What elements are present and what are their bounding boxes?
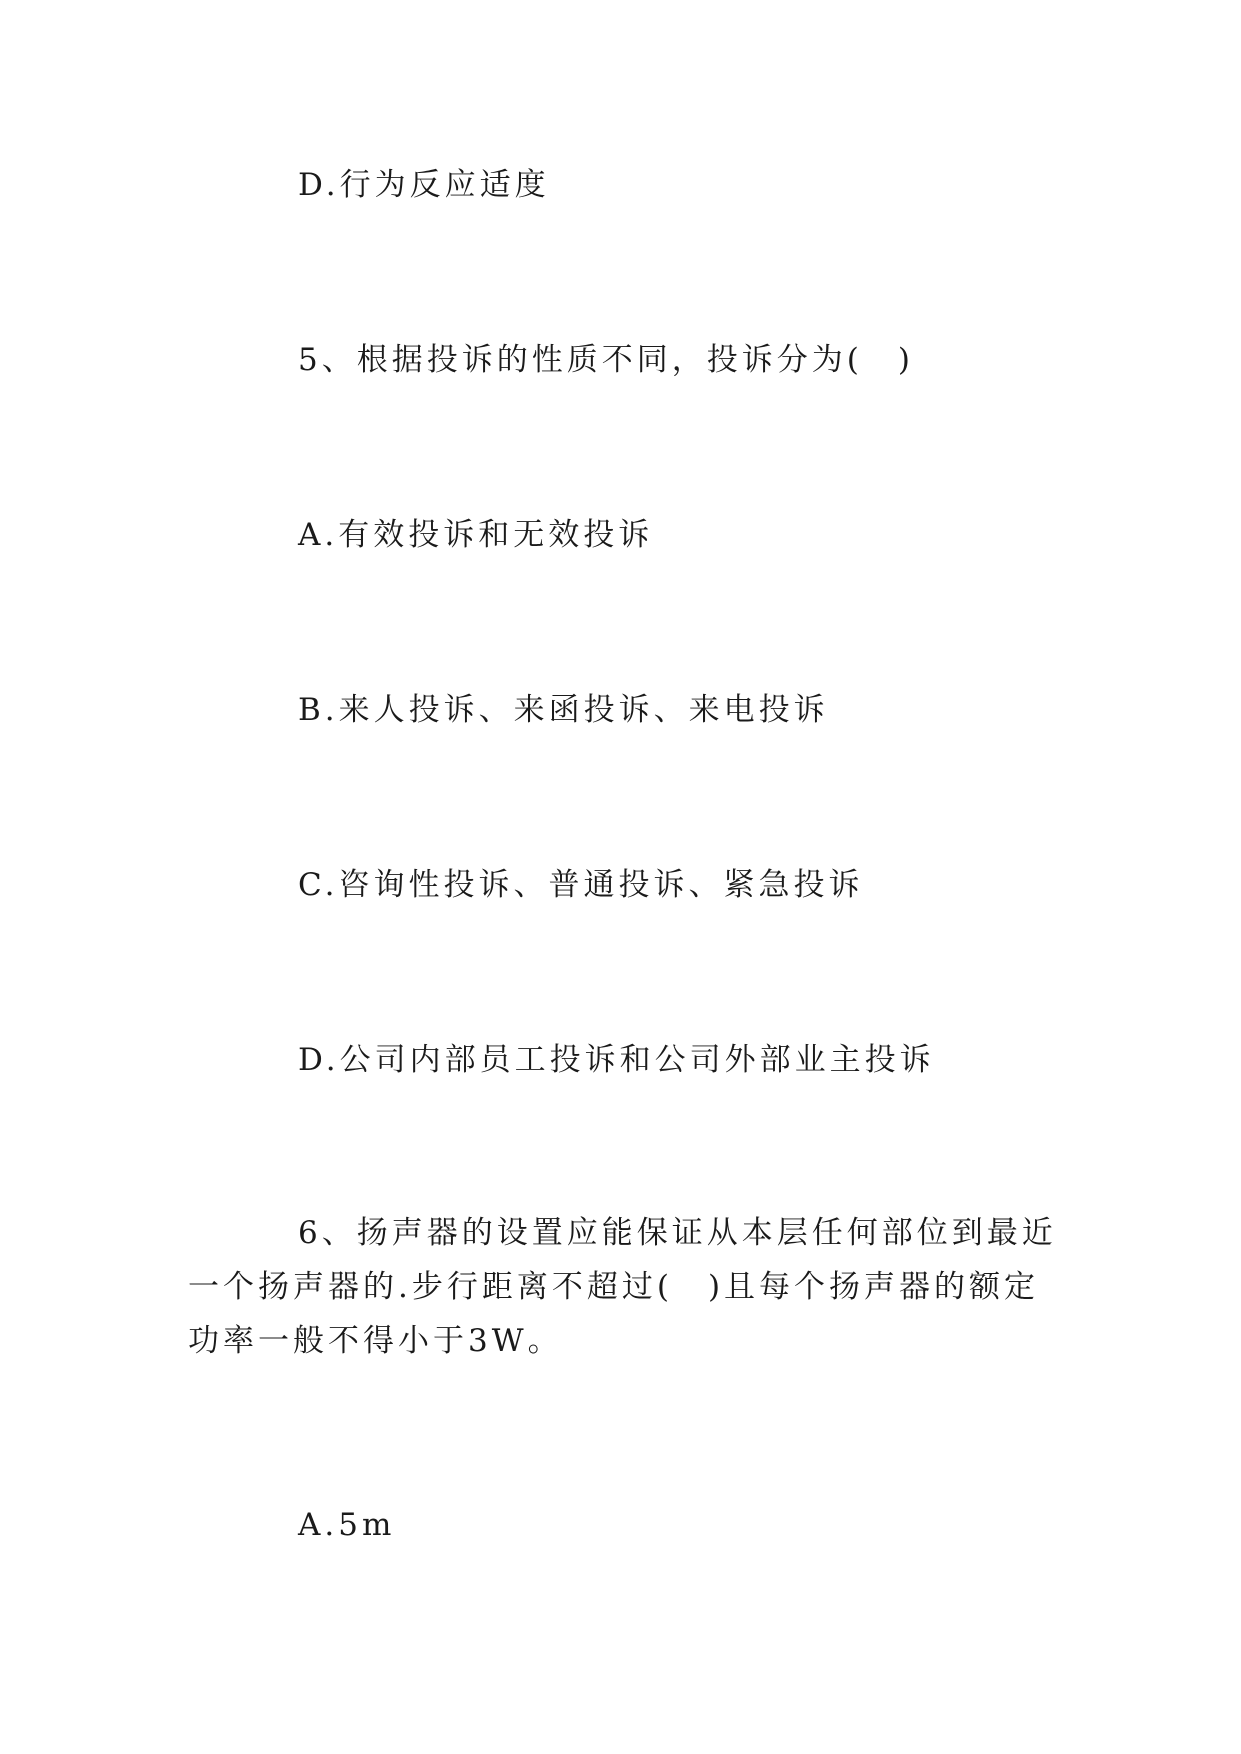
option-a-q5: A.有效投诉和无效投诉 (298, 517, 654, 553)
option-d-q5: D.公司内部员工投诉和公司外部业主投诉 (298, 1042, 935, 1078)
option-a-q6: A.5m (298, 1507, 396, 1543)
option-b-q5: B.来人投诉、来函投诉、来电投诉 (298, 692, 829, 728)
option-d-q4: D.行为反应适度 (298, 167, 550, 203)
question-5: 5、根据投诉的性质不同，投诉分为( ) (298, 342, 914, 378)
question-6: 6、扬声器的设置应能保证从本层任何部位到最近一个扬声器的.步行距离不超过( )且每个扬声器的额定功率一般不得小于3W。 (188, 1215, 1057, 1359)
option-c-q5: C.咨询性投诉、普通投诉、紧急投诉 (298, 867, 864, 903)
